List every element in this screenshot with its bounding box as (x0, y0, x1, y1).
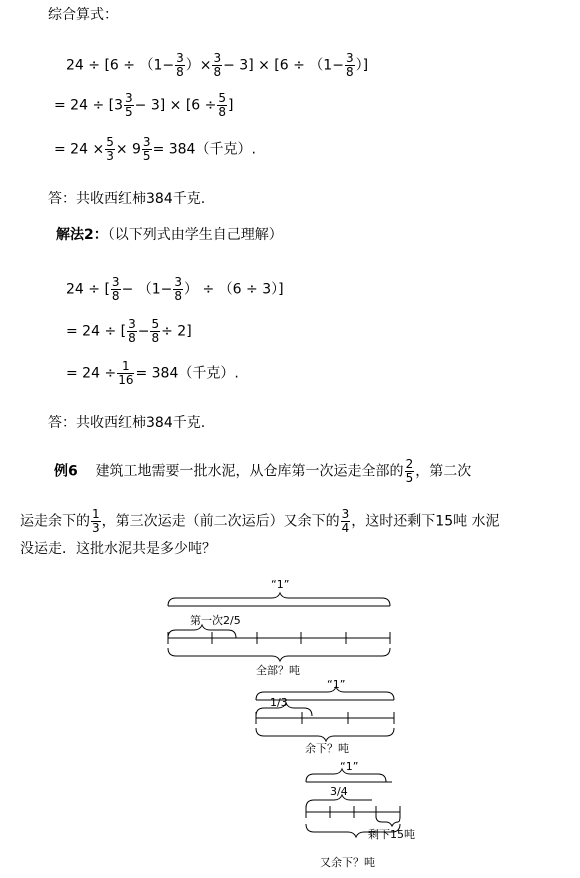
numerator: 3 (111, 275, 120, 289)
fraction-label: 3/4 (330, 785, 348, 798)
eq-text: = 24 ÷ [3 (54, 97, 123, 114)
denominator: 8 (213, 65, 222, 79)
eq-text: − 3] × [6 ÷ (134, 97, 217, 114)
numerator: 3 (345, 51, 354, 65)
method2-label: 解法2： (56, 227, 108, 243)
eq-text: 24 ÷ [6 ÷ （1− (66, 57, 175, 74)
top-brace (168, 593, 390, 606)
eq-text: ）× (185, 57, 212, 74)
fraction-label: 1/3 (270, 696, 288, 709)
example-line-3: 没运走．这批水泥共是多少吨？ (20, 541, 216, 557)
denominator: 4 (341, 521, 350, 535)
example-text: ，第二次 (415, 463, 472, 480)
one-label: “1” (340, 760, 359, 773)
denominator: 8 (176, 65, 184, 79)
numerator: 1 (92, 507, 100, 521)
numerator: 3 (174, 275, 183, 289)
left-15-label: 剩下15吨 (368, 828, 415, 841)
numerator: 3 (213, 51, 222, 65)
answer-line: 答：共收西红柿384千克. (48, 415, 206, 431)
eq-text: − (137, 323, 150, 340)
numerator: 1 (117, 360, 134, 374)
eq-text: = 24 × (54, 141, 105, 158)
method2-note: （以下列式由学生自己理解） (107, 227, 283, 243)
bottom-brace (256, 728, 394, 741)
eq-text: = 24 ÷ [ (66, 323, 127, 340)
denominator: 8 (174, 289, 183, 303)
one-label: “1” (327, 678, 346, 691)
eq-text: = 384（千克）. (152, 141, 256, 158)
example-label: 例6 (54, 463, 78, 480)
numerator: 5 (151, 317, 160, 331)
denominator: 3 (106, 149, 114, 163)
denominator: 3 (92, 521, 100, 535)
eq-text: ）] (355, 57, 369, 74)
eq-text: × 9 (115, 141, 141, 158)
numerator: 5 (106, 135, 114, 149)
eq-text: − （1− (121, 281, 173, 298)
denominator: 16 (118, 373, 134, 387)
denominator: 8 (218, 105, 227, 119)
eq-text: ] (228, 97, 234, 114)
example-text: ，第三次运走（前二次运后）又余下的 (101, 513, 340, 530)
denominator: 8 (128, 331, 136, 345)
bottom-brace (168, 648, 390, 661)
numerator: 5 (218, 91, 227, 105)
example-text: ，这时还剩下15吨 水泥 (351, 513, 500, 530)
numerator: 3 (142, 135, 151, 149)
eq-text: ÷ 2] (161, 323, 192, 340)
total-label: 全部？吨 (256, 664, 300, 677)
eq-text: − 3] × [6 ÷ （1− (223, 57, 344, 74)
denominator: 8 (111, 289, 120, 303)
one-label: “1” (271, 578, 290, 591)
denominator: 8 (151, 331, 160, 345)
numerator: 3 (176, 51, 184, 65)
eq-text: 24 ÷ [ (66, 281, 110, 298)
example-text: 建筑工地需要一批水泥，从仓库第一次运走全部的 (95, 463, 404, 480)
eq-text: = 384（千克）. (135, 365, 239, 382)
denominator: 8 (345, 65, 354, 79)
example-text: 运走余下的 (20, 513, 90, 530)
numerator: 3 (125, 91, 133, 105)
denominator: 5 (142, 149, 151, 163)
numerator: 3 (128, 317, 136, 331)
remaining-label: 余下？吨 (305, 742, 349, 755)
numerator: 2 (405, 457, 414, 471)
numerator: 3 (341, 507, 350, 521)
first-trip-label: 第一次2/5 (190, 614, 241, 627)
eq-text: ） ÷ （6 ÷ 3）] (184, 281, 284, 298)
denominator: 5 (405, 471, 414, 485)
answer-line: 答：共收西红柿384千克. (48, 191, 206, 207)
combined-heading: 综合算式： (48, 7, 118, 23)
denominator: 5 (125, 105, 133, 119)
eq-text: = 24 ÷ (66, 365, 117, 382)
small-brace (376, 816, 400, 826)
again-remaining-label: 又余下？吨 (320, 856, 375, 869)
